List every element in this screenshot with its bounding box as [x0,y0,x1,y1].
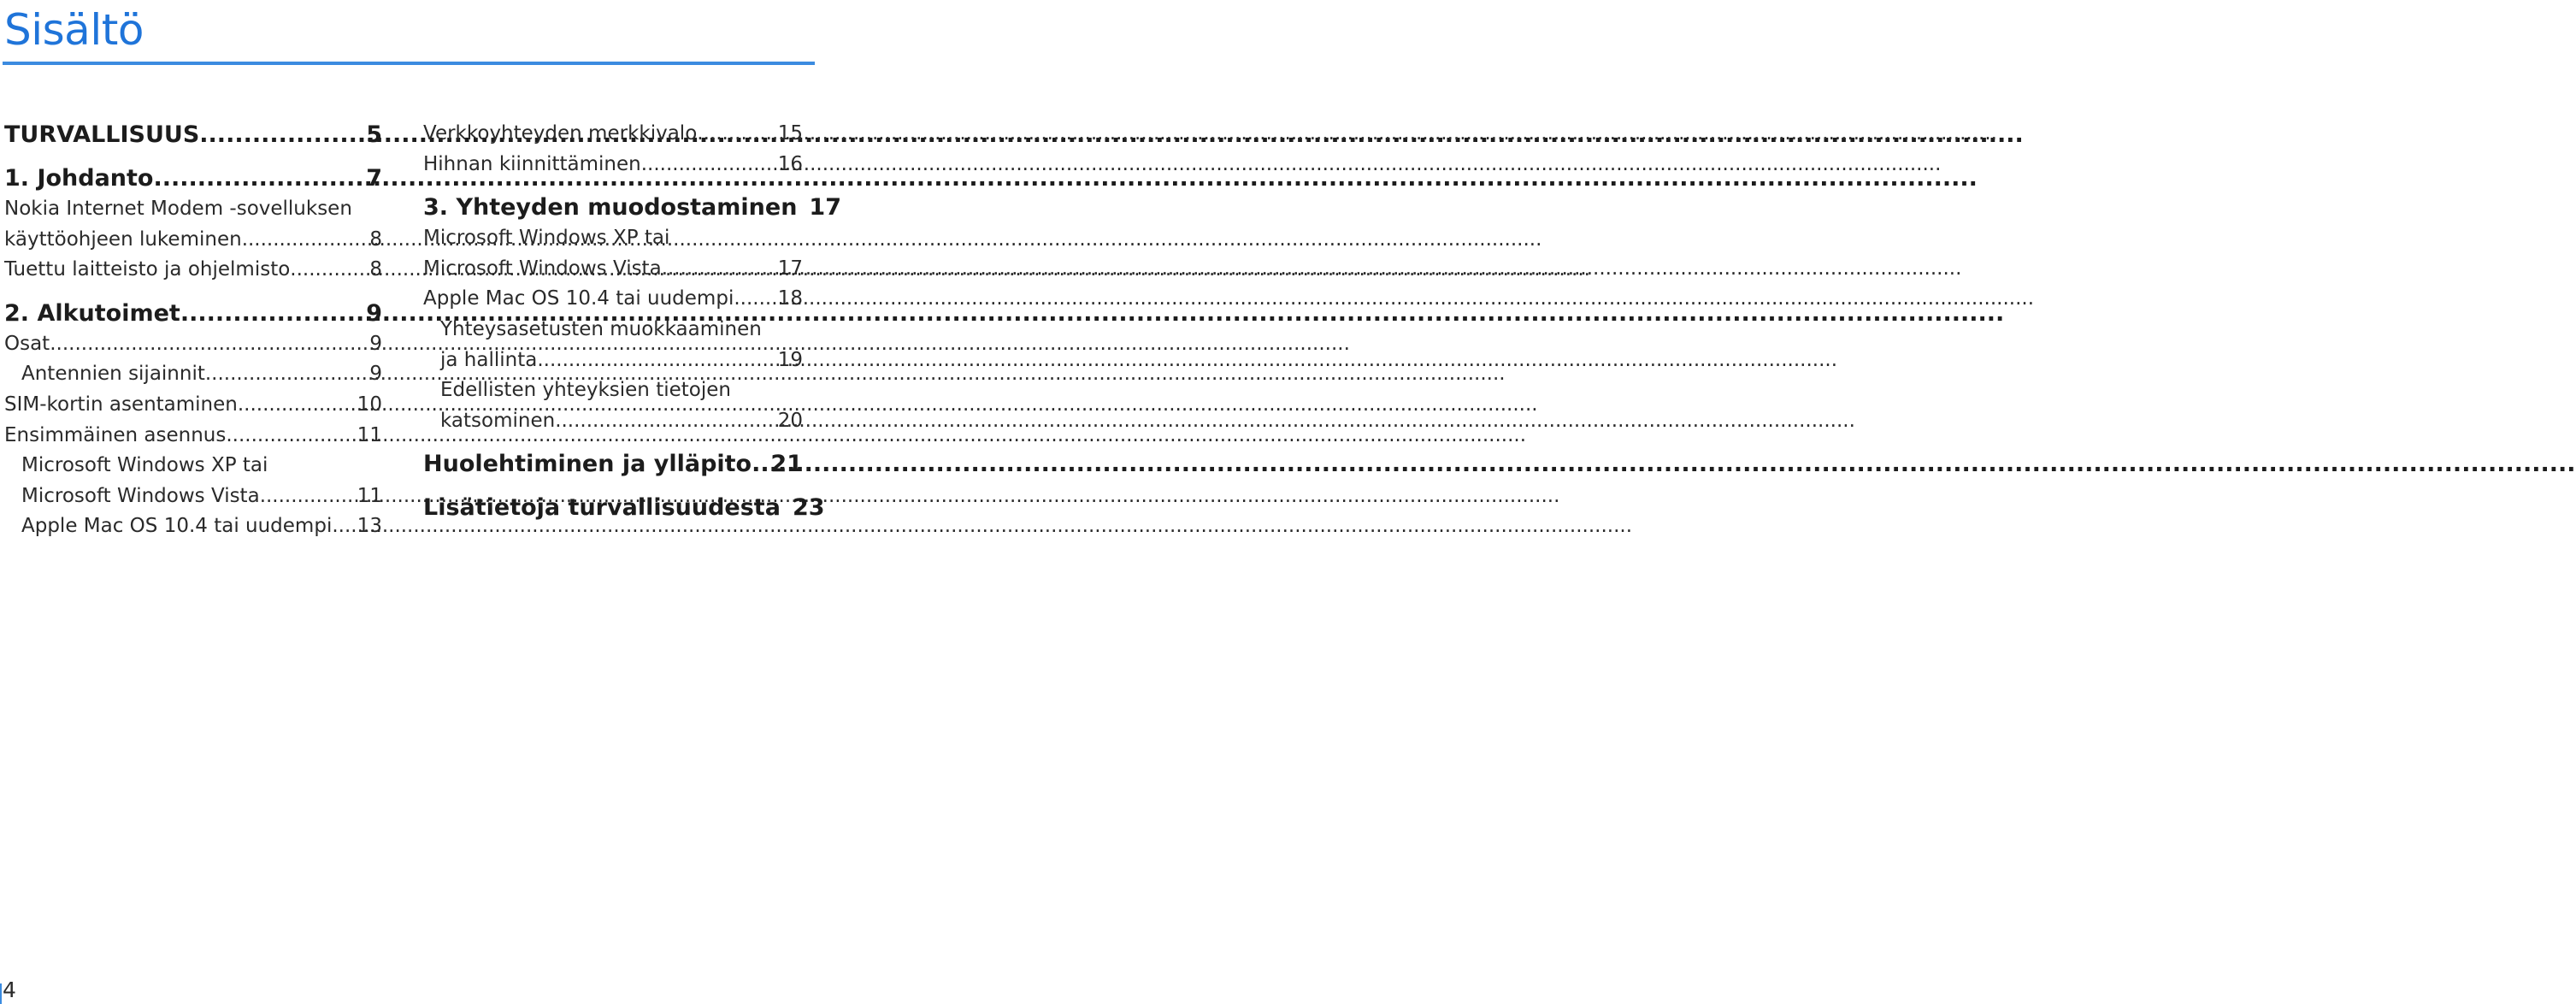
toc-entry-title: Microsoft Windows Vista [21,484,260,507]
toc-entry[interactable] [4,194,382,255]
toc-entry-page: 18 [777,287,803,310]
toc-entry-title: Verkkoyhteyden merkkivalo [423,122,698,145]
toc-entry[interactable] [423,223,803,284]
toc-entry[interactable] [423,315,803,375]
toc-entry[interactable] [4,421,382,452]
toc-entry-title: Ensimmäinen asennus [4,423,227,446]
toc-leader-dots [154,162,355,194]
toc-entry-title-line1: Microsoft Windows XP tai [423,227,670,250]
toc-leader-dots [332,511,346,542]
toc-leader-dots [50,329,359,360]
toc-entry-page: 9 [366,299,382,327]
toc-entry-title-line1: Yhteysasetusten muokkaaminen [440,317,762,340]
page-title: Sisältö [4,5,144,55]
toc-entry-title: käyttöohjeen lukeminen [4,227,242,251]
toc-entry[interactable] [4,359,382,390]
toc-entry-page: 5 [366,121,382,148]
toc-leader-dots [734,284,767,315]
toc-leader-dots [205,359,359,390]
toc-entry[interactable] [423,375,803,436]
toc-leader-dots [260,481,347,512]
toc-leader-dots [641,150,768,180]
toc-entry[interactable] [423,119,803,150]
toc-entry-page: 13 [357,515,382,538]
toc-leader-dots [662,254,768,285]
toc-entry[interactable] [4,329,382,360]
toc-entry[interactable] [4,162,382,194]
title-divider [3,62,815,65]
toc-leader-dots [697,119,767,150]
toc-left-column [4,119,382,542]
toc-entry-title: SIM-kortin asentaminen [4,393,238,416]
toc-leader-dots [752,448,758,480]
toc-entry-page: 9 [369,332,382,355]
toc-entry-page: 23 [792,494,825,522]
toc-entry-title: Osat [4,332,50,355]
toc-leader-dots [238,390,347,421]
toc-entry-page: 17 [809,194,841,221]
toc-entry[interactable] [423,448,803,480]
toc-entry-title: 2. Alkutoimet [4,299,180,327]
toc-entry-title: Microsoft Windows Vista [423,257,662,280]
toc-leader-dots [242,225,360,256]
toc-entry[interactable] [423,492,825,523]
toc-entry-title: Huolehtiminen ja ylläpito [423,451,752,478]
toc-entry-page: 8 [369,258,382,281]
toc-entry-page: 10 [357,393,382,416]
toc-entry[interactable] [4,255,382,286]
toc-entry-title: Tuettu laitteisto ja ohjelmisto [4,258,291,281]
toc-entry-title: Lisätietoja turvallisuudesta [423,494,781,522]
toc-entry-title: Hihnan kiinnittäminen [423,152,641,175]
toc-leader-dots [555,406,768,437]
toc-entry-title-line1: Nokia Internet Modem -sovelluksen [4,198,352,220]
toc-entry-page: 7 [366,165,382,192]
toc-entry-title: Antennien sijainnit [21,363,205,386]
toc-leader-dots [226,421,346,452]
toc-entry[interactable] [423,192,841,223]
toc-leader-dots [290,255,359,286]
toc-entry[interactable] [423,284,803,315]
toc-entry-page: 8 [369,227,382,251]
toc-entry-page: 17 [777,257,803,280]
footer-accent-bar [0,983,2,1004]
toc-entry-title-line1: Edellisten yhteyksien tietojen [440,379,731,402]
toc-entry[interactable] [4,451,382,511]
toc-entry-title: ja hallinta [440,348,538,371]
toc-entry-title: katsominen [440,409,556,432]
toc-entry-title: Apple Mac OS 10.4 tai uudempi [21,515,333,538]
toc-leader-dots [180,298,354,329]
toc-entry-page: 15 [777,122,803,145]
toc-entry[interactable] [4,390,382,421]
toc-entry[interactable] [4,119,382,151]
toc-entry-title: Apple Mac OS 10.4 tai uudempi [423,287,734,310]
toc-entry-title: 3. Yhteyden muodostaminen [423,194,798,221]
toc-entry[interactable] [4,511,382,542]
toc-right-column [423,119,841,523]
toc-entry-page: 11 [357,423,382,446]
toc-entry-title: 1. Johdanto [4,165,154,192]
toc-entry[interactable] [423,150,803,180]
toc-entry-page: 21 [770,451,803,478]
toc-entry-title: TURVALLISUUS [4,121,200,148]
toc-entry-page: 20 [777,409,803,432]
page-number: 4 [3,977,16,1002]
toc-leader-dots [537,345,767,376]
toc-entry-title-line1: Microsoft Windows XP tai [21,454,268,477]
toc-entry-page: 11 [357,484,382,507]
toc-leader-dots [199,119,354,151]
toc-entry-page: 16 [777,152,803,175]
toc-entry[interactable] [4,298,382,329]
toc-entry-page: 9 [369,363,382,386]
toc-entry-page: 19 [777,348,803,371]
